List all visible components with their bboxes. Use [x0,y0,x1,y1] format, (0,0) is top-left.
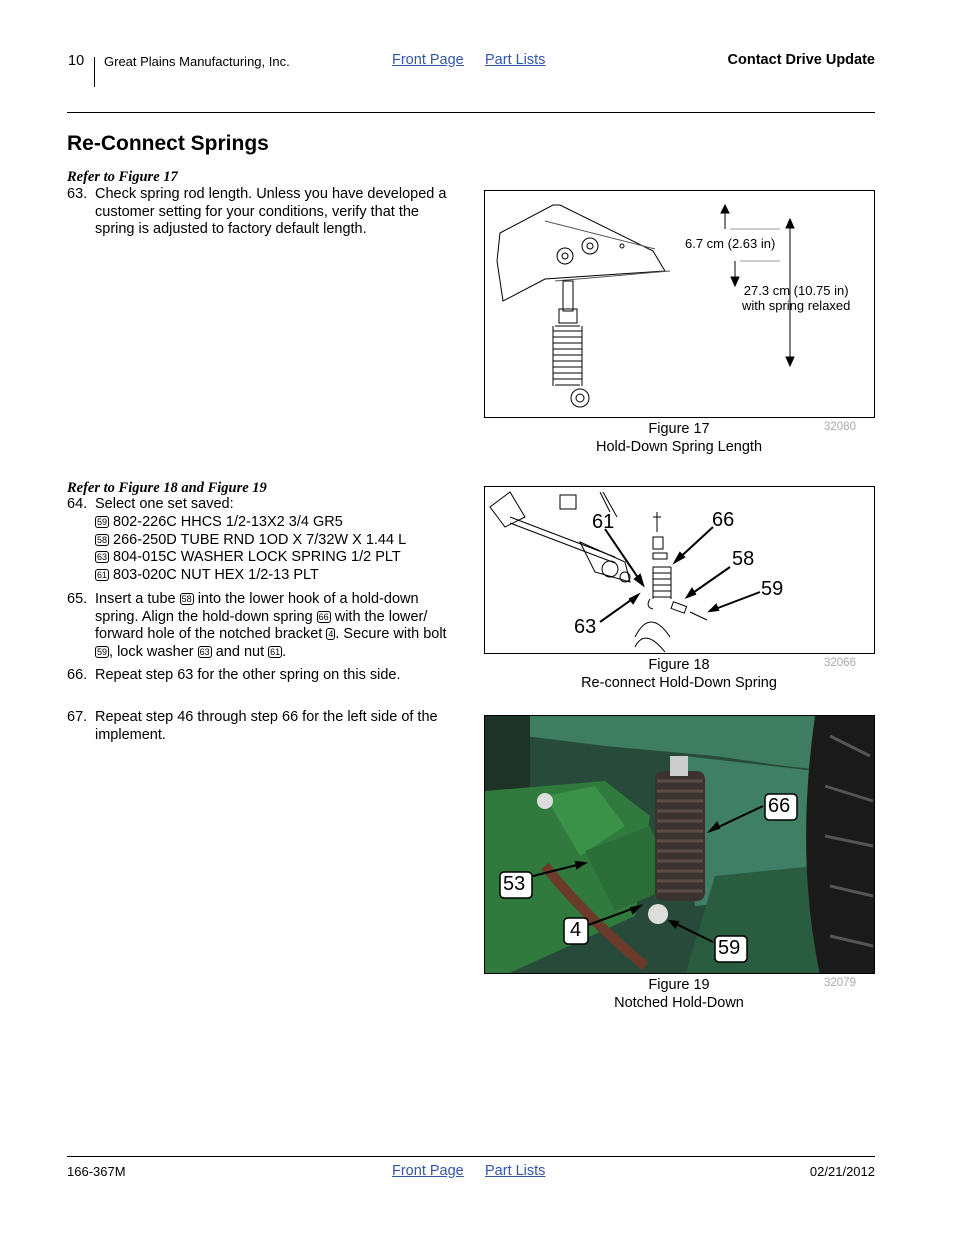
figure-19-photo [484,715,875,974]
step-text: Repeat step 63 for the other spring on this side. [95,667,401,683]
reconnect-spring-drawing [485,487,875,654]
callout-66: 66 [712,509,735,531]
doc-number: 166-367M [67,1164,126,1179]
figure-number: Figure 17 [648,421,710,437]
step-text: Repeat step 46 through step 66 for the left side of the implement. [95,709,438,743]
figure-id: 32079 [824,977,856,989]
ref-callout: 63 [199,646,210,657]
section-title: Re-Connect Springs [67,132,269,155]
figure-18-image [484,486,875,654]
header-divider [94,57,95,87]
ref-callout: 61 [270,646,281,657]
figure-number: Figure 18 [648,657,710,673]
step-number: 66. [67,667,88,683]
figure-18-caption [484,657,874,692]
callout-59: 59 [761,578,784,600]
ref-callout: 59 [97,646,108,657]
figure-title: Notched Hold-Down [614,994,744,1011]
step-64 [67,496,462,514]
step-63 [67,186,462,239]
callout-61: 61 [592,511,615,533]
figure-id: 32080 [824,421,856,433]
refer-figure-18-19: Refer to Figure 18 and Figure 19 [67,480,267,496]
figure-19-caption [484,977,874,1012]
step-number: 67. [67,709,88,725]
doc-date: 02/21/2012 [809,1164,875,1179]
figure-number: Figure 19 [648,977,710,993]
step-number: 65. [67,591,88,607]
list-item [95,514,406,532]
ref-callout: 61 [97,569,108,580]
step-number: 63. [67,186,88,202]
part-text: 804-015C WASHER LOCK SPRING 1/2 PLT [113,549,401,565]
callout-59: 59 [718,937,741,959]
ref-callout: 59 [97,517,108,527]
dimension-label-relaxed: 27.3 cm (10.75 in) with spring relaxed [742,283,851,313]
list-item [95,532,406,550]
part-text: 802-226C HHCS 1/2-13X2 3/4 GR5 [113,514,343,530]
figure-title: Re-connect Hold-Down Spring [581,674,777,691]
callout-66: 66 [768,795,791,817]
figure-title: Hold-Down Spring Length [595,438,763,455]
figure-id: 32066 [824,657,856,669]
page-number: 10 [68,53,85,69]
document-title: Contact Drive Update [727,52,875,68]
step-text: Select one set saved: [95,496,234,512]
step-67 [67,709,467,744]
figure-17-caption [484,421,874,456]
part-lists-link[interactable]: Part Lists [485,52,546,68]
part-text: 803-020C NUT HEX 1/2-13 PLT [113,566,319,583]
part-text: 266-250D TUBE RND 1OD X 7/32W X 1.44 L [113,531,407,548]
ref-callout: 63 [97,552,108,562]
parts-list [95,514,406,584]
callout-4: 4 [570,919,582,941]
footer-part-lists-link[interactable]: Part Lists [485,1163,546,1179]
footer-front-page-link[interactable]: Front Page [392,1163,464,1179]
notched-hold-down-photo [485,716,875,974]
ref-callout: 66 [318,611,329,622]
front-page-link[interactable]: Front Page [392,52,464,68]
list-item [95,549,406,567]
footer-rule [67,1156,875,1157]
step-text: Insert a tube 58 into the lower hook of a hold-down spring. Align the hold-down spring 66 with the lower/ forward hole of the notched bracket 4 . Secure with bolt 59 , lock washer 63 and nut 61 . [95,591,447,660]
figure-17-image [484,190,875,418]
ref-callout: 4 [328,629,334,639]
step-66 [67,667,462,685]
step-65 [67,591,462,661]
list-item [95,567,406,585]
header-rule [67,112,875,113]
dimension-label: 6.7 cm (2.63 in) [685,236,776,251]
callout-58: 58 [732,548,755,570]
ref-callout: 58 [181,594,192,604]
refer-figure-17: Refer to Figure 17 [67,169,178,185]
ref-callout: 58 [97,534,108,545]
step-number: 64. [67,496,88,512]
step-text: Check spring rod length. Unless you have developed a customer setting for your conditions, verify that the spring is adjusted to factory default length. [95,186,447,237]
callout-63: 63 [574,616,597,638]
callout-53: 53 [503,873,526,895]
company-name: Great Plains Manufacturing, Inc. [104,54,290,69]
